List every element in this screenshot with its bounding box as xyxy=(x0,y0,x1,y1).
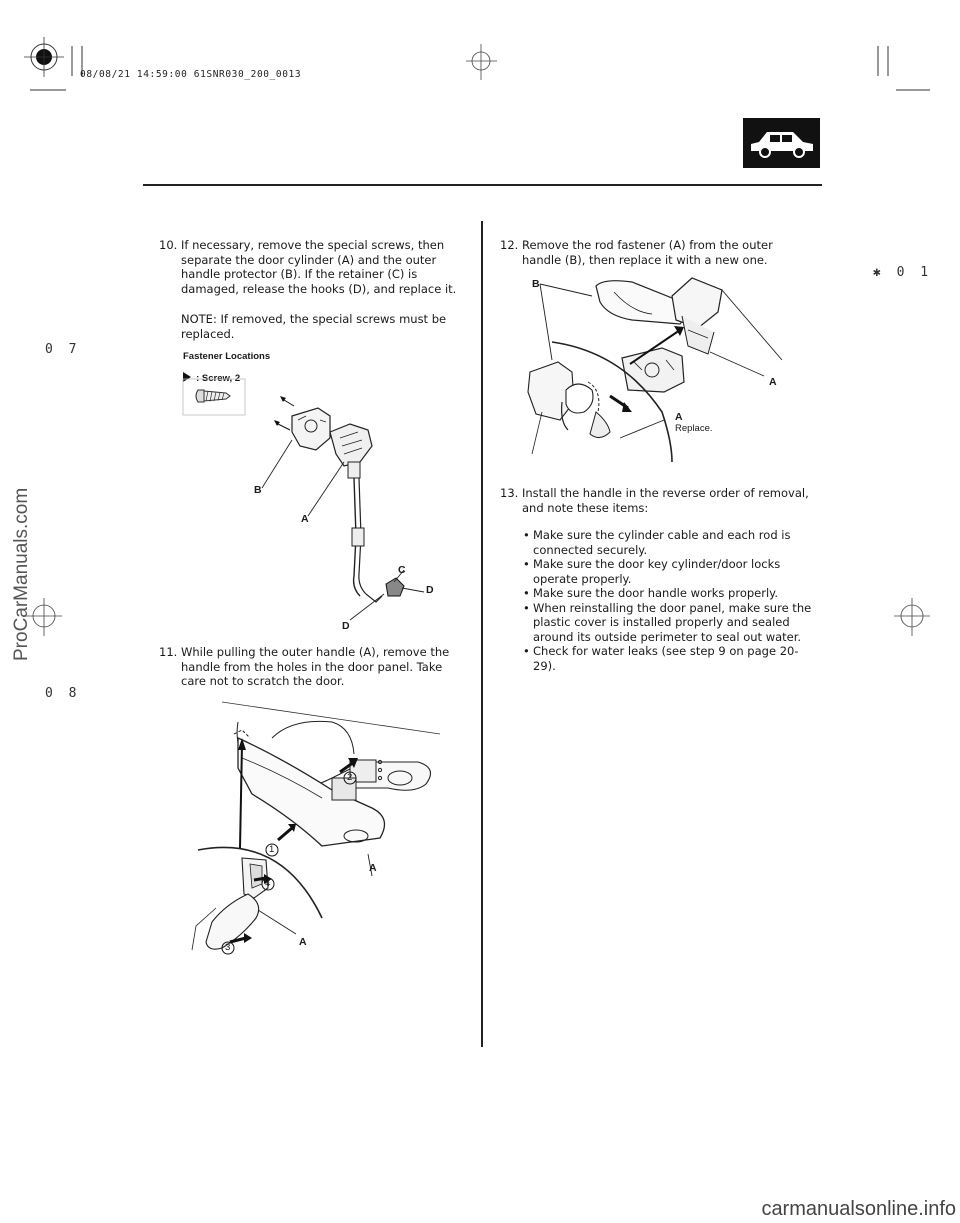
step-marker-1: 1 xyxy=(269,844,275,855)
label-d-hook: D xyxy=(426,584,434,596)
list-item: • Make sure the cylinder cable and each rod is connected securely. xyxy=(523,528,813,557)
label-d: D xyxy=(342,620,350,632)
step-number: 10. xyxy=(159,238,178,252)
step-number: 12. xyxy=(500,238,519,252)
screw-legend-text: : Screw, 2 xyxy=(196,373,241,384)
install-checklist xyxy=(523,528,813,673)
fastener-locations-diagram xyxy=(180,376,480,636)
step-10-note: NOTE: If removed, the special screws must be replaced. xyxy=(181,312,447,341)
step-number: 11. xyxy=(159,645,178,659)
print-timestamp: 08/08/21 14:59:00 61SNR030_200_0013 xyxy=(80,69,302,80)
step-text: While pulling the outer handle (A), remove the handle from the holes in the door panel. Take care not to scratch the door. xyxy=(181,645,450,688)
list-item: • Make sure the door key cylinder/door locks operate properly. xyxy=(523,557,813,586)
watermark-bottom: carmanualsonline.info xyxy=(761,1198,956,1220)
label-c: C xyxy=(398,564,406,576)
crosshair-icon xyxy=(894,598,930,636)
header-rule xyxy=(143,184,822,186)
label-a-handle: A xyxy=(369,862,377,874)
replace-note: Replace. xyxy=(675,423,713,434)
margin-mark-top-right: ✱ 0 1 xyxy=(873,265,933,280)
label-b: B xyxy=(532,278,540,290)
step-text: Remove the rod fastener (A) from the outer handle (B), then replace it with a new one. xyxy=(522,238,773,267)
step-marker-4: 4 xyxy=(265,878,271,889)
label-a-fastener: A xyxy=(675,411,683,423)
rod-fastener-diagram xyxy=(512,272,792,462)
label-b: B xyxy=(254,484,262,496)
list-item: • Check for water leaks (see step 9 on page 20-29). xyxy=(523,644,813,673)
step-number: 13. xyxy=(500,486,519,500)
screw-icon xyxy=(196,390,230,402)
crosshair-icon xyxy=(466,44,497,80)
step-text: Install the handle in the reverse order of removal, and note these items: xyxy=(522,486,809,515)
step-11 xyxy=(159,645,469,689)
label-a-inset: A xyxy=(299,936,307,948)
crosshair-target-icon xyxy=(24,37,64,77)
list-item: • Make sure the door handle works properly. xyxy=(523,586,813,601)
step-marker-3: 3 xyxy=(225,942,231,953)
step-text: If necessary, remove the special screws, then separate the door cylinder (A) and the outer handle protector (B). If the retainer (C) is damaged, release the hooks (D), and replace it. xyxy=(181,238,457,296)
list-item: • When reinstalling the door panel, make sure the plastic cover is installed properly and sealed around its outside perimeter to seal out water. xyxy=(523,601,813,645)
step-10 xyxy=(159,238,469,296)
margin-mark-left-a: 0 7 xyxy=(45,342,81,357)
body-section-car-icon xyxy=(743,118,820,168)
step-12 xyxy=(500,238,810,267)
step-13 xyxy=(500,486,810,515)
outer-handle-removal-diagram xyxy=(182,698,452,968)
label-a: A xyxy=(301,513,309,525)
step-marker-2: 2 xyxy=(347,772,353,783)
column-divider xyxy=(481,221,483,1047)
watermark-side: ProCarManuals.com xyxy=(11,487,32,661)
figure-title: Fastener Locations xyxy=(183,351,271,362)
label-a: A xyxy=(769,376,777,388)
margin-mark-left-b: 0 8 xyxy=(45,686,81,701)
